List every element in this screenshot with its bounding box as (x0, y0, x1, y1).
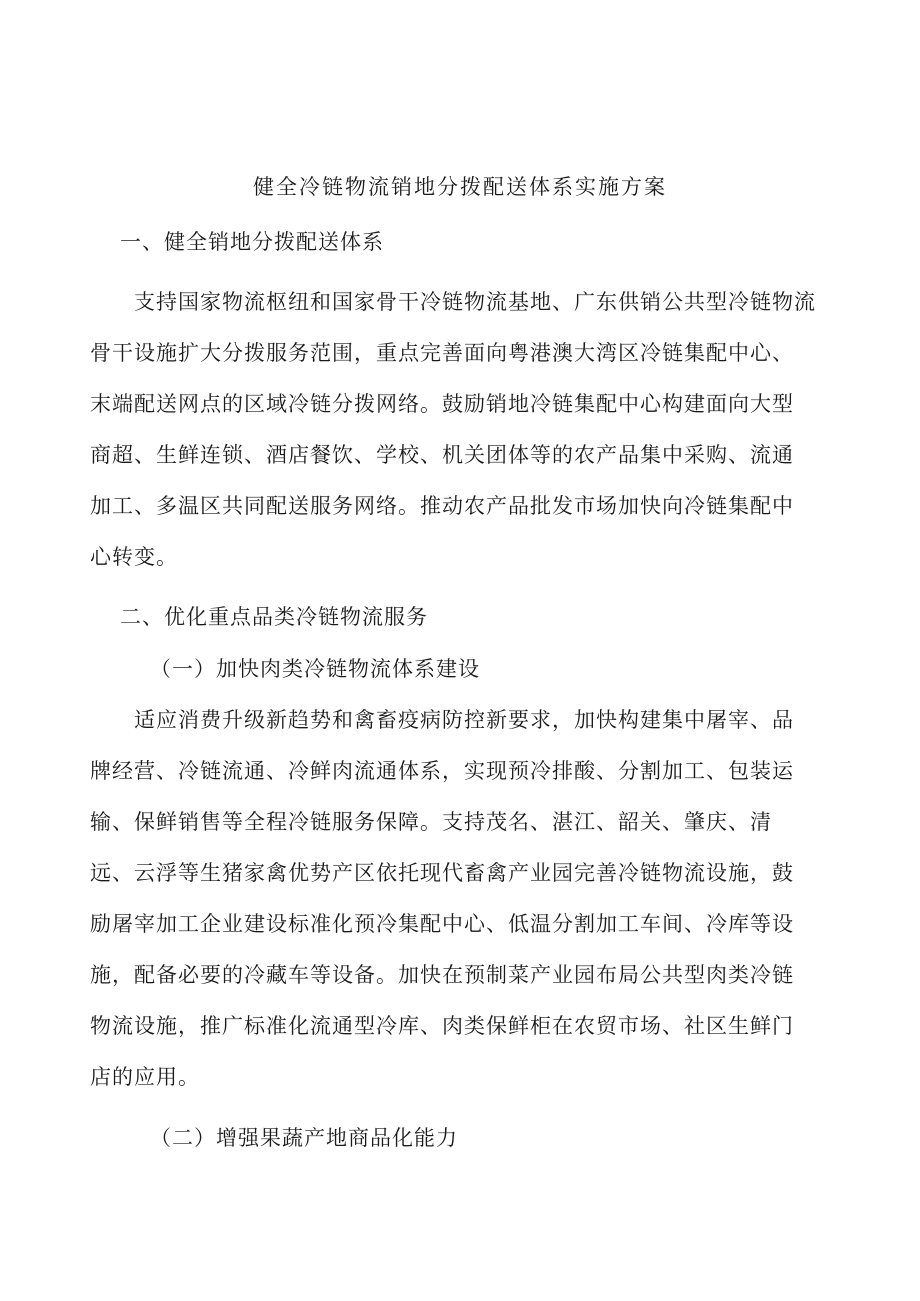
section-heading-1: 一、健全销地分拨配送体系 (120, 230, 384, 254)
paragraph-line: 牌经营、冷链流通、冷鲜肉流通体系，实现预冷排酸、分割加工、包装运 (90, 759, 794, 783)
paragraph-line: 末端配送网点的区域冷链分拨网络。鼓励销地冷链集配中心构建面向大型 (90, 392, 794, 416)
subsection-heading-2: （二）增强果蔬产地商品化能力 (150, 1126, 458, 1150)
paragraph-line: 商超、生鲜连锁、酒店餐饮、学校、机关团体等的农产品集中采购、流通 (90, 443, 794, 467)
subsection-1-paragraph (90, 695, 840, 1103)
paragraph-line: 励屠宰加工企业建设标准化预冷集配中心、低温分割加工车间、冷库等设 (90, 912, 794, 936)
paragraph-line: 施，配备必要的冷藏车等设备。加快在预制菜产业园布局公共型肉类冷链 (90, 963, 794, 987)
paragraph-line: 支持国家物流枢纽和国家骨干冷链物流基地、广东供销公共型冷链物流 (134, 290, 816, 314)
paragraph-line: 输、保鲜销售等全程冷链服务保障。支持茂名、湛江、韶关、肇庆、清 (90, 810, 772, 834)
paragraph-line: 骨干设施扩大分拨服务范围，重点完善面向粤港澳大湾区冷链集配中心、 (90, 341, 794, 365)
paragraph-line: 适应消费升级新趋势和禽畜疫病防控新要求，加快构建集中屠宰、品 (134, 708, 794, 732)
paragraph-line: 远、云浮等生猪家禽优势产区依托现代畜禽产业园完善冷链物流设施，鼓 (90, 861, 794, 885)
section-1-paragraph (90, 277, 840, 583)
subsection-heading-1: （一）加快肉类冷链物流体系建设 (150, 657, 480, 681)
document-title: 健全冷链物流销地分拨配送体系实施方案 (253, 175, 667, 199)
paragraph-line: 加工、多温区共同配送服务网络。推动农产品批发市场加快向冷链集配中 (90, 494, 794, 518)
paragraph-line: 物流设施，推广标准化流通型冷库、肉类保鲜柜在农贸市场、社区生鲜门 (90, 1014, 794, 1038)
section-heading-2: 二、优化重点品类冷链物流服务 (120, 605, 428, 629)
paragraph-line: 心转变。 (90, 545, 178, 569)
paragraph-line: 店的应用。 (90, 1065, 200, 1089)
